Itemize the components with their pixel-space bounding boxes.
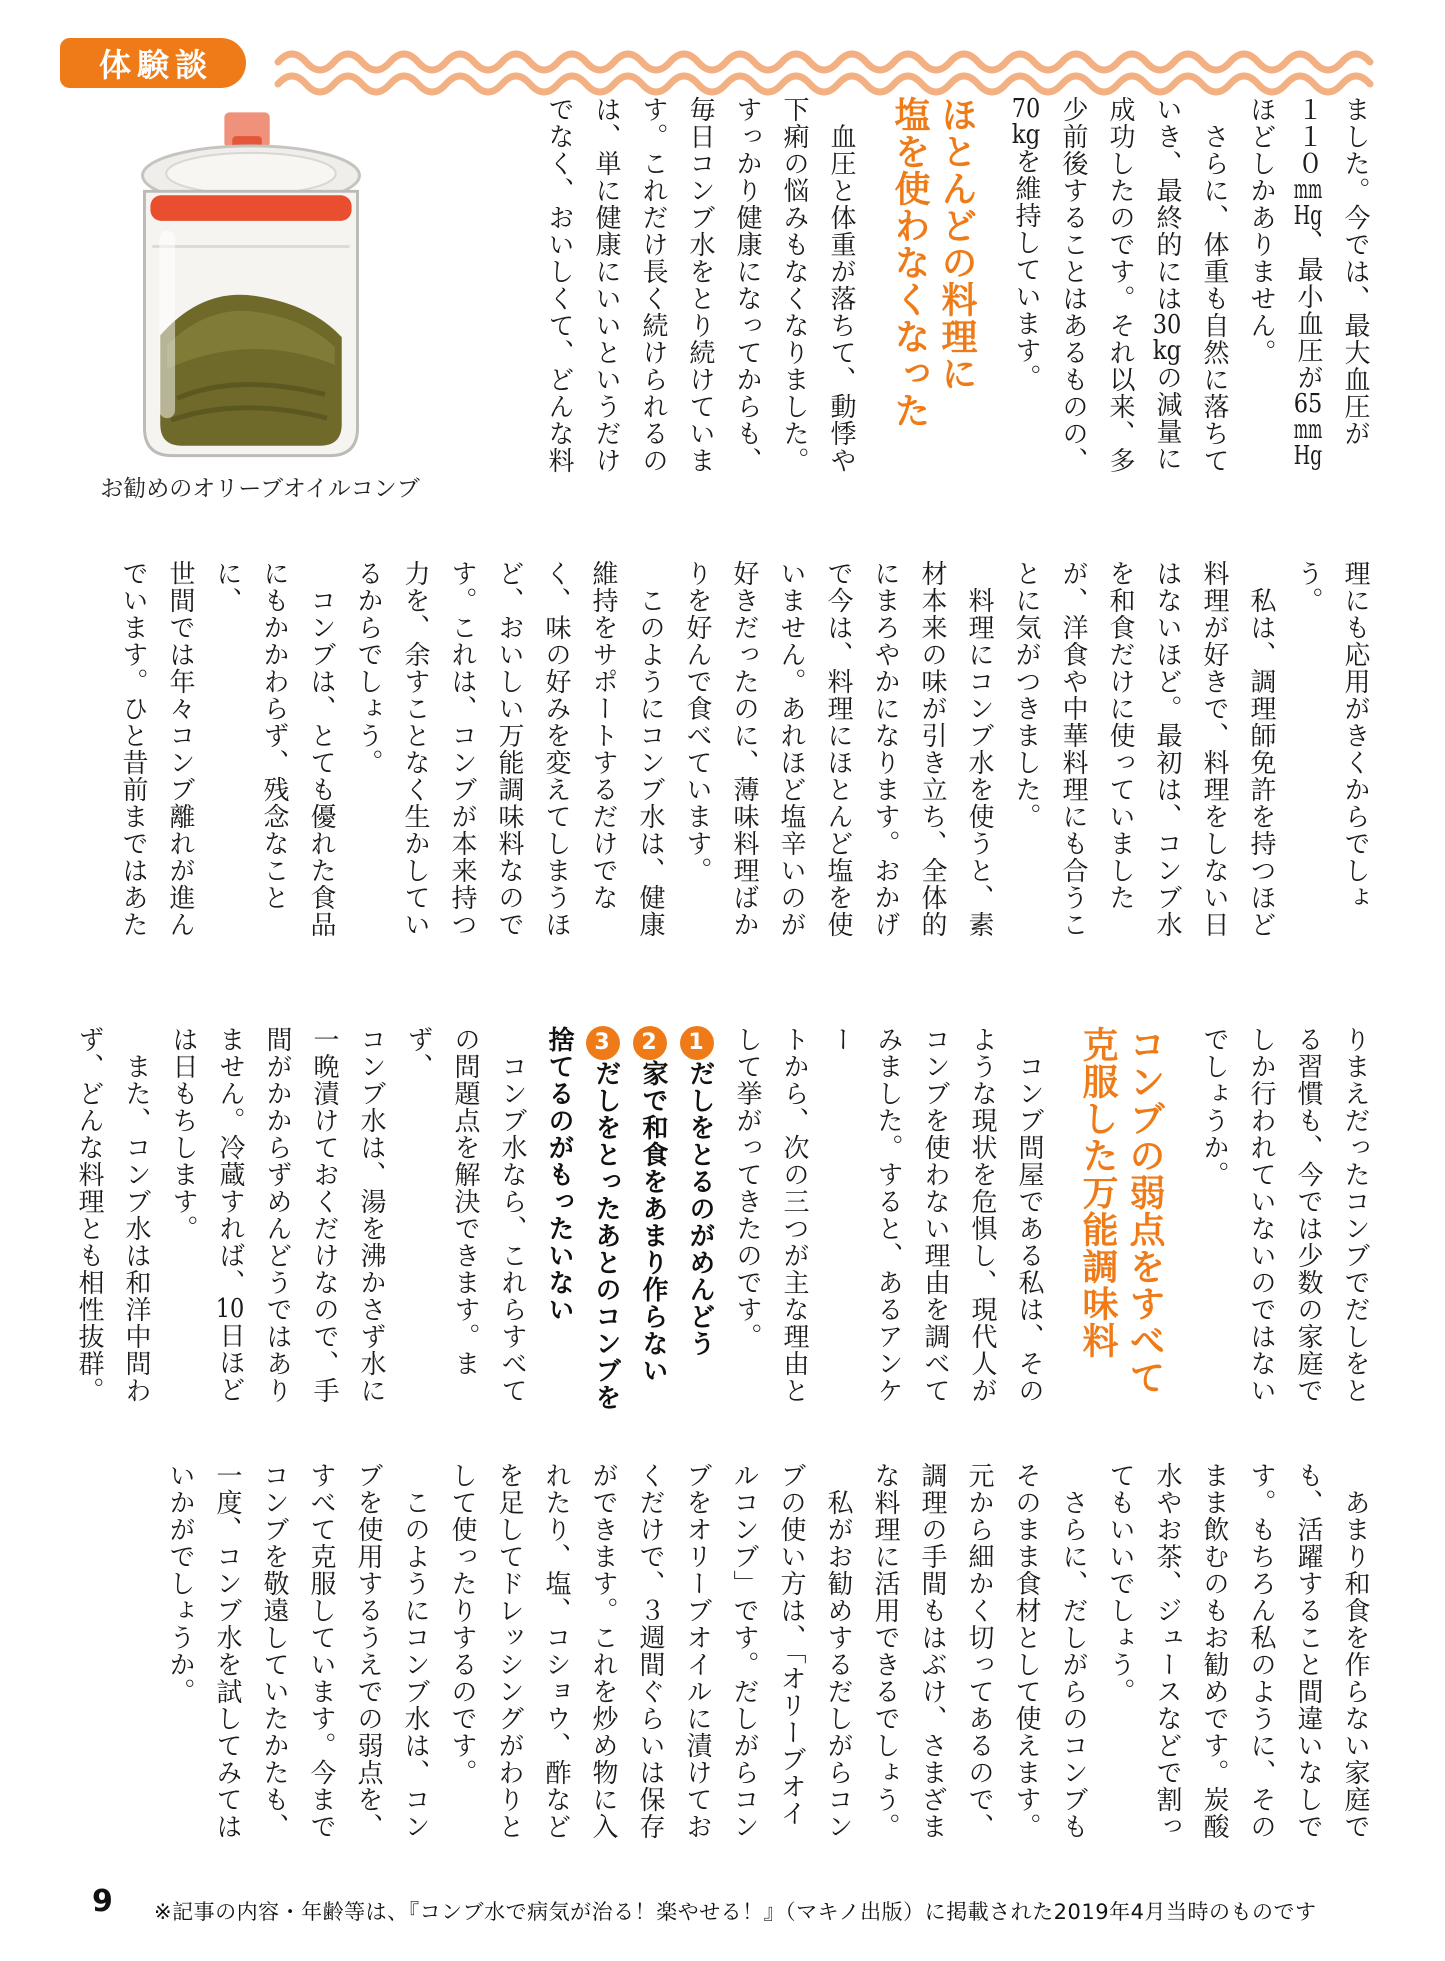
text-column: 間がかからずめんどうではあり [262,1026,292,1404]
text-column: コンブを敬遠していたかたも、 [259,1462,289,1840]
jar-illustration [108,102,394,466]
text-column: が、洋食や中華料理にも合うこ [1058,560,1088,938]
text-column: 成功したのです。それ以来、多 [1105,96,1135,474]
text-column: すべて克服しています。今まで [306,1462,336,1840]
footnote: ※記事の内容・年齢等は、『コンブ水で病気が治る！楽やせる！』（マキノ出版）に掲載された2019年4月当時のものです [154,1900,1317,1924]
text-column: まま飲むのもお勧めです。炭酸 [1199,1462,1229,1840]
text-column: る習慣も、今では少数の家庭で [1293,1026,1323,1404]
text-column: ができます。これを炒め物に入 [588,1462,618,1840]
text-column: 血圧と体重が落ちて、動悸や [826,96,856,474]
text-column: １１０mmHg、最小血圧が65mmHg [1293,96,1323,469]
text-column: ような現状を危惧し、現代人が [967,1026,997,1404]
text-column: ません。冷蔵すれば、10日ほど [215,1026,245,1403]
text-column: あまり和食を作らない家庭で [1340,1462,1370,1840]
text-column: このようにコンブ水は、コン [400,1462,430,1840]
text-column: ブを使用するうえでの弱点を、 [353,1462,383,1840]
text-column: 力を、余すことなく生かしてい [400,560,430,938]
text-column: でしょうか。 [1199,1026,1229,1188]
section-heading-column: 塩を使わなくなった [889,96,930,429]
band-1 [446,96,1378,478]
section-badge [60,38,246,88]
section-heading-column: ほとんどの料理に [936,96,977,392]
text-column: は、単に健康にいいというだけ [591,96,621,474]
text-column: コンブ問屋である私は、その [1014,1026,1044,1404]
band-4 [95,1462,1378,1848]
text-column: す。もちろん私のように、その [1246,1462,1276,1840]
text-column: を足してドレッシングがわりと [494,1462,524,1840]
text-column: 料理が好きで、料理をしない日 [1199,560,1229,938]
text-column: ブをオリーブオイルに漬けてお [682,1462,712,1840]
text-column: な料理に活用できるでしょう。 [870,1462,900,1840]
text-column: 理にも応用がきくからでしょ [1340,560,1370,911]
jar-photo [108,102,394,466]
text-column: 料理にコンブ水を使うと、素 [964,560,994,938]
text-column: トから、次の三つが主な理由と [779,1026,809,1404]
text-column: れたり、塩、コショウ、酢など [541,1462,571,1840]
text-column: 世間では年々コンブ離れが進ん [165,560,195,938]
text-column: すっかり健康になってからも、 [732,96,762,474]
photo-caption: お勧めのオリーブオイルコンブ [100,476,420,502]
text-column: 一晩漬けておくだけなので、手 [309,1026,339,1404]
section-heading-column: 克服した万能調味料 [1077,1026,1118,1359]
text-column: そのまま食材として使えます。 [1011,1462,1041,1840]
section-heading-column: コンブの弱点をすべて [1124,1026,1165,1396]
wave-decoration [272,48,1422,96]
text-column: 私がお勧めするだしがらコン [823,1462,853,1840]
text-column: さらに、だしがらのコンブも [1058,1462,1088,1840]
text-column: して挙がってきたのです。 [732,1026,762,1350]
text-column: コンブを使わない理由を調べて [920,1026,950,1404]
text-column: はないほど。最初は、コンブ水 [1152,560,1182,938]
text-column: また、コンブ水は和洋中問わ [121,1026,151,1404]
list-item-column: 3だしをとったあとのコンブを [582,1026,629,1412]
page-number: 9 [92,1884,113,1919]
text-column: 維持をサポートするだけでな [588,560,618,911]
band-2 [95,560,1378,946]
text-column: くだけで、３週間ぐらいは保存 [635,1462,665,1840]
band-3 [74,1026,1378,1412]
text-column: ブの使い方は、「オリーブオイ [776,1462,806,1827]
text-column: このようにコンブ水は、健康 [635,560,665,938]
text-column: ほどしかありません。 [1246,96,1276,366]
text-column: コンブ水なら、これらすべて [497,1026,527,1404]
text-column: 材本来の味が引き立ち、全体的 [917,560,947,938]
text-column: 元から細かく切ってあるので、 [964,1462,994,1840]
text-column: いません。あれほど塩辛いのが [776,560,806,938]
text-column: コンブ水は、湯を沸かさず水に [356,1026,386,1404]
text-column: るからでしょう。 [353,560,383,776]
text-column: りまえだったコンブでだしをと [1340,1026,1370,1404]
text-column: 私は、調理師免許を持つほど [1246,560,1276,938]
text-column: りを好んで食べています。 [682,560,712,884]
text-column: の問題点を解決できます。まず、 [403,1026,480,1377]
text-column: にもかかわらず、残念なことに、 [212,560,289,911]
text-column: 水やお茶、ジュースなどで割っ [1152,1462,1182,1840]
text-column: しか行われていないのではない [1246,1026,1276,1404]
wave-line-top [278,54,1370,70]
list-number-badge: 3 [586,1026,620,1060]
text-column: ルコンブ」です。だしがらコン [729,1462,759,1840]
text-column: ました。今では、最大血圧が [1340,96,1370,447]
text-column: さらに、体重も自然に落ちて [1199,96,1229,474]
list-number-badge: 1 [680,1026,714,1060]
text-column: コンブは、とても優れた食品 [306,560,336,938]
text-column: にまろやかになります。おかげ [870,560,900,938]
text-column: 少前後することはあるものの、 [1058,96,1088,474]
list-number-badge: 2 [633,1026,667,1060]
text-column: でいます。ひと昔前まではあた [118,560,148,938]
text-column: 調理の手間もはぶけ、さまざま [917,1462,947,1840]
text-column: す。これは、コンブが本来持つ [447,560,477,938]
list-item-column: 2家で和食をあまり作らない [629,1026,676,1412]
wave-line-bottom [278,76,1370,92]
text-column: 70kgを維持しています。 [1011,96,1041,391]
list-item-continuation-column: 捨てるのがもったいない [544,1026,574,1323]
text-column: く、味の好みを変えてしまうほ [541,560,571,938]
text-column: で今は、料理にほとんど塩を使 [823,560,853,938]
text-column: 好きだったのに、薄味料理ばか [729,560,759,938]
text-column: も、活躍すること間違いなしで [1293,1462,1323,1840]
text-column: す。これだけ長く続けられるの [638,96,668,474]
text-column: して使ったりするのです。 [447,1462,477,1786]
text-column: を和食だけに使っていました [1105,560,1135,911]
text-column: とに気がつきました。 [1011,560,1041,830]
badge-label: 体験談 [98,46,213,84]
text-column: ど、おいしい万能調味料なので [494,560,524,938]
text-column: いかがでしょうか。 [165,1462,195,1705]
text-column: でなく、おいしくて、どんな料 [544,96,574,474]
text-column: ず、どんな料理とも相性抜群。 [74,1026,104,1404]
list-item-column: 1だしをとるのがめんどう [676,1026,723,1412]
text-column: は日もちします。 [168,1026,198,1242]
text-column: 毎日コンブ水をとり続けていま [685,96,715,474]
text-column: 下痢の悩みもなくなりました。 [779,96,809,474]
text-column: 一度、コンブ水を試してみては [212,1462,242,1840]
text-column: う。 [1293,560,1323,614]
text-column: みました。すると、あるアンケー [826,1026,903,1404]
text-column: てもいいでしょう。 [1105,1462,1135,1705]
text-column: いき、最終的には30kgの減量に [1152,96,1182,472]
